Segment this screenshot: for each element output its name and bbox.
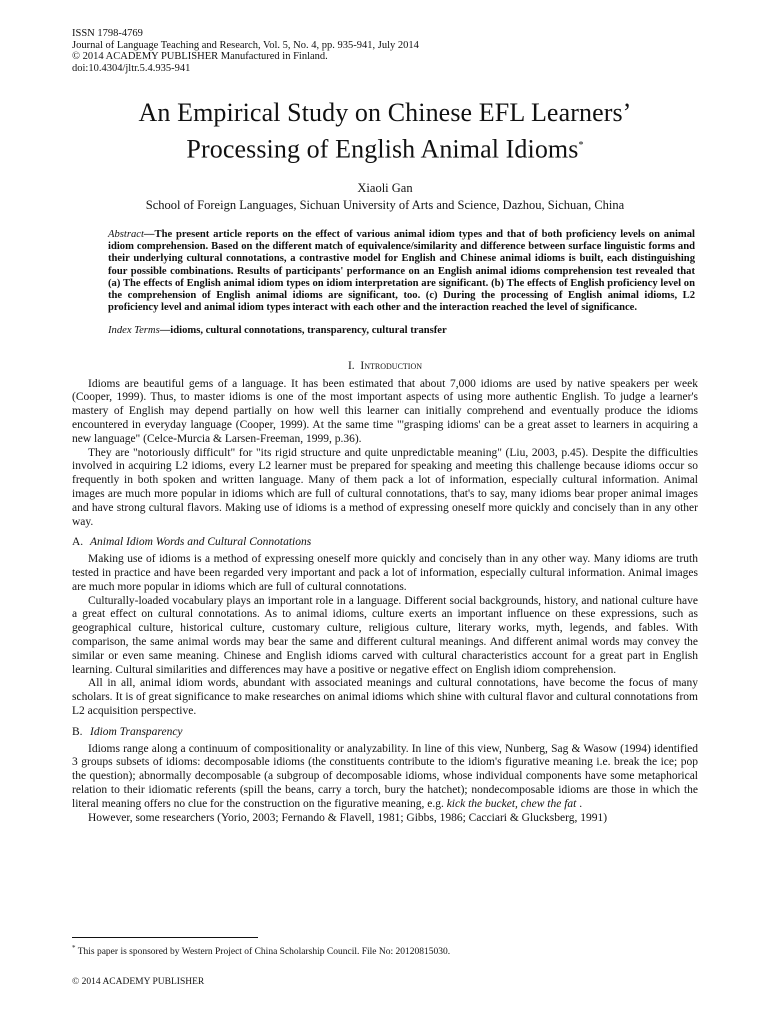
copyright-line: © 2014 ACADEMY PUBLISHER Manufactured in Finland. (72, 51, 328, 63)
subsection-heading-a (72, 536, 698, 550)
title-line-2-text: Processing of English Animal Idioms (186, 135, 579, 165)
section-title: Introduction (360, 359, 423, 372)
paragraph: They are "notoriously difficult" for "its rigid structure and quite unpredictable meaning" (Liu, 2003, p.45). Despite the difficulties involved in acquiring L2 idioms, every L2 learner must be prepared for speaking and meeting this challenge because idioms occur so frequently in both spoken and written language. Many of them pack a lot of information, especially cultural information. Animal images are much more popular in idioms which are full of cultural connotations, that's to say, many idioms bear proper animal images and have strong cultural flavors. Making use of idioms is a method of expressing oneself more quickly and concisely than in any other way. (72, 446, 698, 528)
paragraph: Culturally-loaded vocabulary plays an important role in a language. Different social backgrounds, history, and national culture have a great effect on cultural connotations. As to animal idioms, culture exerts an important influence on these expressions, such as geographical culture, historical culture, customary culture, religious culture, literary works, myth, legends, and fables. With comparison, the same animal words may bear the same and different cultural meanings. And different animal words may convey the similar or even same meaning. Chinese and English idioms carved with cultural characteristics account for a great part in English learning. Cultural similarities and differences may have a positive or negative effect on English idiom comprehension. (72, 594, 698, 676)
subsection-number: B. (72, 725, 83, 738)
footnote-mark: * (72, 944, 76, 952)
title-line-2 (72, 129, 698, 166)
journal-citation: Journal of Language Teaching and Research, Vol. 5, No. 4, pp. 935-941, July 2014 (72, 39, 419, 51)
title-footnote-mark: * (578, 140, 584, 152)
index-terms-text: —idioms, cultural connotations, transparency, cultural transfer (159, 325, 447, 337)
idiom-examples: kick the bucket, chew the fat (446, 797, 577, 810)
section-introduction-body (72, 378, 698, 826)
paragraph-end: . (576, 797, 583, 810)
footnote-rule (72, 937, 258, 938)
abstract (108, 229, 695, 314)
footnote (72, 943, 698, 958)
author-name: Xiaoli Gan (357, 181, 413, 196)
abstract-label: Abstract (108, 229, 144, 241)
footnote-text: This paper is sponsored by Western Project of China Scholarship Council. File No: 20120815030. (75, 947, 451, 958)
subsection-number: A. (72, 536, 84, 549)
section-heading-introduction (72, 359, 698, 373)
paragraph-text: Idioms range along a continuum of compositionality or analyzability. In line of this view, Nunberg, Sag & Wasow (1994) identified 3 groups subsets of idioms: decomposable idioms (the constituents contribute to the idiom's figurative meaning i.e. break the ice; pop the question); abnormally decomposable (a subgroup of decomposable idioms, whose individual components have some metaphorical relation to their idiomatic referents (spill the beans, carry a torch, bury the hatchet); nondecomposable idioms are those in which the literal meaning offers no clue for the construction on the figurative meaning, e.g. (72, 742, 698, 810)
paper-page (72, 28, 698, 825)
index-terms-label: Index Terms (108, 325, 160, 337)
author-affiliation: School of Foreign Languages, Sichuan University of Arts and Science, Dazhou, Sichuan, China (145, 198, 625, 213)
paragraph: All in all, animal idiom words, abundant with associated meanings and cultural connotations, have become the focus of many scholars. It is of great significance to make researches on animal idioms which shine with cultural flavor and cultural connotations from L2 acquisition perspective. (72, 677, 698, 717)
index-terms (108, 325, 695, 337)
issn: ISSN 1798-4769 (72, 28, 143, 39)
subsection-title: Idiom Transparency (90, 725, 183, 738)
doi: doi:10.4304/jltr.5.4.935-941 (72, 62, 191, 74)
section-number: I. (347, 359, 355, 372)
paragraph (72, 743, 698, 812)
paper-title (72, 96, 698, 166)
paragraph: Idioms are beautiful gems of a language. It has been estimated that about 7,000 idioms are used by native speakers per week (Cooper, 1999). Thus, to master idioms is one of the most important aspects of using more authentic English. To judge a learner's mastery of English may depend partially on how well this learner can initially comprehend and eventually produce the idioms encountered in everyday language (Cooper, 1999). At the same time "'grasping idioms' can be a great asset to learners in acquiring a new language" (Celce-Murcia & Larsen-Freeman, 1999, p.36). (72, 377, 698, 445)
paragraph: Making use of idioms is a method of expressing oneself more quickly and concisely than in any other way. Many idioms are truth tested in practice and have been regarded very important and pack a lot of information, especially cultural information. Animal images are much more popular in idioms which are full of cultural connotations. (72, 553, 698, 593)
journal-header (72, 28, 698, 74)
subsection-heading-b (72, 726, 698, 740)
abstract-text: —The present article reports on the effect of various animal idiom types and that of both proficiency levels on animal idiom comprehension. Based on the different match of equivalence/similarity and difference between surface linguistic forms and their underlying cultural connotations, a contrastive model for English and Chinese animal idioms is built, each distinguishing four possible combinations. Results of participants' performance on an English animal idioms comprehension test revealed that (a) The effects of English animal idiom types on idiom interpretation are significant. (b) The effects of English proficiency level on the comprehension of English animal idioms are significant, too. (c) During the processing of English animal idioms, L2 proficiency level and animal idiom types interact with each other and the interaction reached the level of significance. (108, 229, 695, 314)
paragraph: However, some researchers (Yorio, 2003; Fernando & Flavell, 1981; Gibbs, 1986; Cacciari & Glucksberg, 1991) (88, 811, 608, 824)
subsection-title: Animal Idiom Words and Cultural Connotations (90, 536, 312, 549)
page-footer: © 2014 ACADEMY PUBLISHER (72, 977, 205, 987)
title-line-1: An Empirical Study on Chinese EFL Learners’ (138, 98, 632, 128)
